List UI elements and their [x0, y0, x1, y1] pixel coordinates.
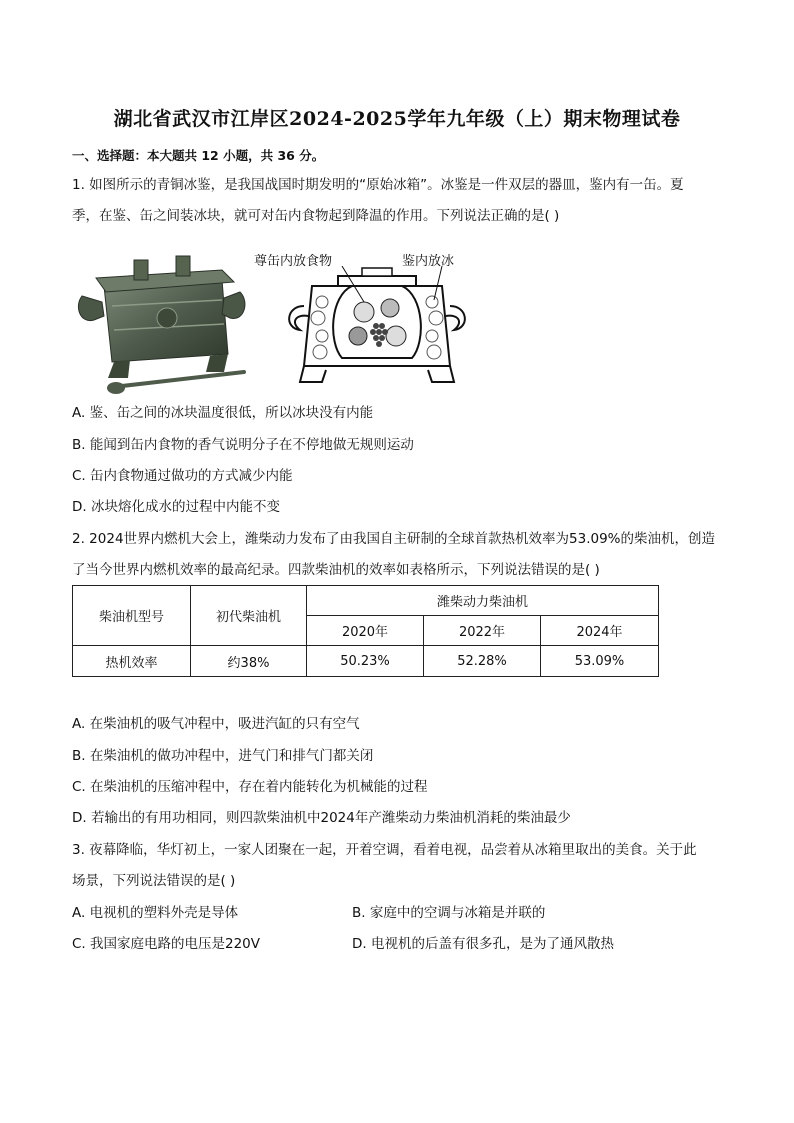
q3-option-d[interactable]: D. 电视机的后盖有很多孔，是为了通风散热 — [352, 936, 614, 952]
q2-option-a[interactable]: A. 在柴油机的吸气冲程中，吸进汽缸的只有空气 — [72, 716, 360, 732]
q2-option-d[interactable]: D. 若输出的有用功相同，则四款柴油机中2024年产潍柴动力柴油机消耗的柴油最少 — [72, 810, 571, 826]
figure-label-food: 尊缶内放食物 — [254, 254, 333, 269]
table-header-first-gen: 初代柴油机 — [191, 586, 307, 646]
table-header-weichai: 潍柴动力柴油机 — [307, 586, 659, 616]
section-heading: 一、选择题：本大题共 12 小题，共 36 分。 — [72, 148, 325, 163]
table-header-year: 2020年 — [307, 616, 424, 646]
q3-option-b[interactable]: B. 家庭中的空调与冰箱是并联的 — [352, 905, 546, 921]
efficiency-table — [72, 585, 659, 677]
table-cell: 52.28% — [424, 646, 541, 677]
q2-stem-line2: 了当今世界内燃机效率的最高纪录。四款柴油机的效率如表格所示，下列说法错误的是( ) — [72, 562, 600, 578]
bronze-ice-vessel-image — [72, 246, 252, 396]
q2-option-c[interactable]: C. 在柴油机的压缩冲程中，存在着内能转化为机械能的过程 — [72, 779, 428, 795]
q3-option-c[interactable]: C. 我国家庭电路的电压是220V — [72, 936, 261, 952]
table-row-label: 热机效率 — [73, 646, 191, 677]
table-header-model: 柴油机型号 — [73, 586, 191, 646]
q2-stem-line1: 2. 2024世界内燃机大会上，潍柴动力发布了由我国自主研制的全球首款热机效率为53.09%的柴油机，创造 — [72, 531, 716, 547]
table-cell: 50.23% — [307, 646, 424, 677]
table-cell: 53.09% — [541, 646, 659, 677]
q3-stem-line1: 3. 夜幕降临，华灯初上，一家人团聚在一起，开着空调，看着电视，品尝着从冰箱里取出的美食。关于此 — [72, 842, 697, 858]
q1-stem-line1: 1. 如图所示的青铜冰鉴，是我国战国时期发明的“原始冰箱”。冰鉴是一件双层的器皿，鉴内有一缶。夏 — [72, 177, 684, 193]
q1-figure — [72, 246, 472, 396]
q1-stem-line2: 季，在鉴、缶之间装冰块，就可对缶内食物起到降温的作用。下列说法正确的是( ) — [72, 208, 560, 224]
q3-option-a[interactable]: A. 电视机的塑料外壳是导体 — [72, 905, 239, 921]
exam-title: 湖北省武汉市江岸区2024-2025学年九年级（上）期末物理试卷 — [113, 108, 681, 130]
q1-option-d[interactable]: D. 冰块熔化成水的过程中内能不变 — [72, 499, 280, 515]
q1-option-c[interactable]: C. 缶内食物通过做功的方式减少内能 — [72, 468, 293, 484]
q3-stem-line2: 场景，下列说法错误的是( ) — [72, 873, 236, 889]
table-header-year: 2022年 — [424, 616, 541, 646]
q1-option-a[interactable]: A. 鉴、缶之间的冰块温度很低，所以冰块没有内能 — [72, 405, 374, 421]
table-header-year: 2024年 — [541, 616, 659, 646]
figure-label-ice: 鉴内放冰 — [402, 254, 455, 269]
table-cell: 约38% — [191, 646, 307, 677]
q2-option-b[interactable]: B. 在柴油机的做功冲程中，进气门和排气门都关闭 — [72, 748, 374, 764]
vessel-cross-section-diagram — [282, 266, 472, 396]
q1-option-b[interactable]: B. 能闻到缶内食物的香气说明分子在不停地做无规则运动 — [72, 437, 414, 453]
